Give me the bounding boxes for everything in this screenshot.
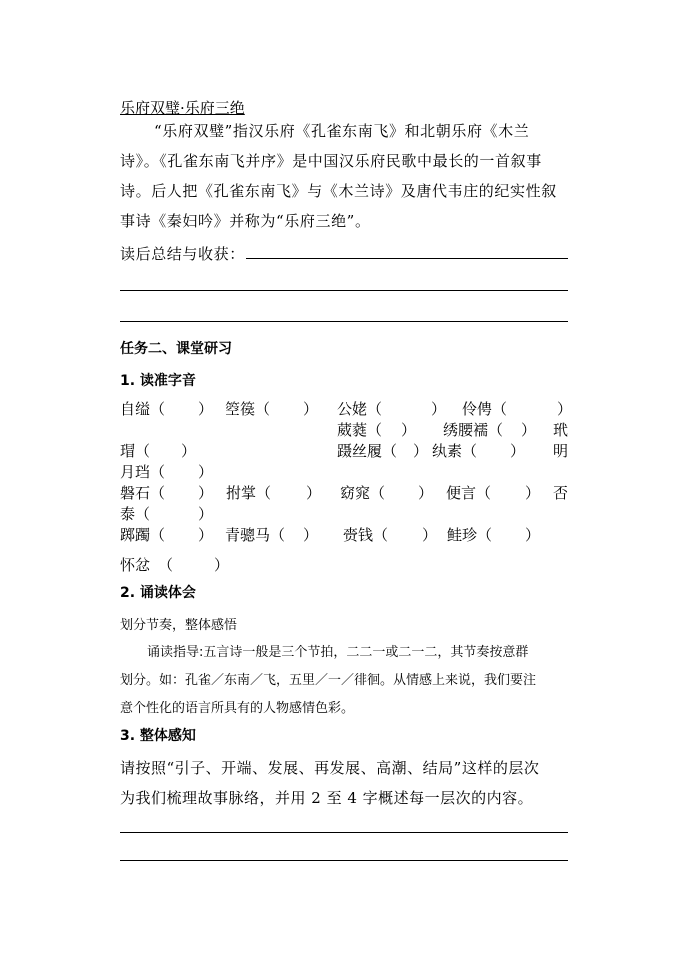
paren-close: ） [198, 526, 214, 544]
sub2-line: 划分节奏，整体感悟 [120, 618, 238, 633]
paren-close: ） [525, 526, 541, 544]
word-label: 自缢（ [120, 400, 166, 418]
task2-heading: 任务二、课堂研习 [120, 341, 232, 357]
summary-label: 读后总结与收获： [120, 245, 245, 263]
paren-close: ） [306, 484, 322, 502]
paren-close: ） [181, 442, 197, 460]
paren-close: ） [431, 400, 447, 418]
paren-close: ） [303, 400, 319, 418]
word-label: 蹑丝履（ [337, 442, 398, 460]
paren-close: ） [413, 442, 429, 460]
paren-close: ） [198, 484, 214, 502]
word-label: 公姥（ [337, 400, 383, 418]
summary-answer-line-3[interactable] [120, 321, 568, 322]
sub3-line-2: 为我们梳理故事脉络，并用 2 至 4 字概述每一层次的内容。 [120, 789, 534, 807]
intro-line-4: 事诗《秦妇吟》并称为“乐府三绝”。 [120, 212, 371, 230]
word-label: 泰（ [120, 505, 151, 523]
word-label: 便言（ [446, 484, 492, 502]
paren-close: ） [510, 442, 526, 460]
paren-open: （ [158, 556, 174, 574]
word-label: 否 [553, 484, 569, 502]
intro-line-1: “乐府双璧”指汉乐府《孔雀东南飞》和北朝乐府《木兰 [154, 122, 530, 140]
guide-line-3: 意个性化的语言所具有的人物感情色彩。 [120, 701, 355, 716]
paren-close: ） [557, 400, 573, 418]
word-label: 磐石（ [120, 484, 166, 502]
word-label: 纨素（ [432, 442, 478, 460]
word-label: 青骢马（ [225, 526, 286, 544]
summary-answer-line-2[interactable] [120, 290, 568, 291]
paren-close: ） [303, 526, 319, 544]
paren-close: ） [198, 463, 214, 481]
intro-line-2: 诗》。《孔雀东南飞并序》是中国汉乐府民歌中最长的一首叙事 [120, 152, 542, 170]
guide-line-1: 诵读指导:五言诗一般是三个节拍，二二一或二一二，其节奏按意群 [147, 645, 529, 660]
sub1-heading: 1. 读准字音 [120, 373, 196, 389]
paren-close: ） [198, 505, 214, 523]
paren-close: ） [401, 421, 417, 439]
word-label: 箜篌（ [225, 400, 271, 418]
section-title: 乐府双璧·乐府三绝 [120, 99, 245, 117]
guide-line-2: 划分。如：孔雀／东南／飞，五里／一／徘徊。从情感上来说，我们要注 [120, 673, 537, 688]
word-label: 绣腰襦（ [443, 421, 504, 439]
paren-close: ） [418, 484, 434, 502]
sub3-heading: 3. 整体感知 [120, 728, 196, 744]
summary-answer-line-1[interactable] [246, 258, 568, 259]
paren-close: ） [422, 526, 438, 544]
word-label: 葳蕤（ [337, 421, 383, 439]
paren-close: ） [521, 421, 537, 439]
intro-line-3: 诗。后人把《孔雀东南飞》与《木兰诗》及唐代韦庄的纪实性叙 [120, 182, 557, 200]
word-label: 鲑珍（ [447, 526, 493, 544]
word-label: 拊掌（ [226, 484, 272, 502]
sub2-heading: 2. 诵读体会 [120, 585, 196, 601]
word-label: 伶俜（ [462, 400, 508, 418]
sub3-line-1: 请按照“引子、开端、发展、再发展、高潮、结局”这样的层次 [120, 759, 540, 777]
word-label: 窈窕（ [340, 484, 386, 502]
word-label: 玳 [553, 421, 569, 439]
paren-close: ） [198, 400, 214, 418]
word-label: 瑁（ [120, 442, 151, 460]
structure-answer-line-1[interactable] [120, 832, 568, 833]
word-label: 怀忿 [120, 556, 151, 574]
paren-close: ） [214, 556, 230, 574]
paren-close: ） [525, 484, 541, 502]
word-label: 赍钱（ [343, 526, 389, 544]
word-label: 月珰（ [120, 463, 166, 481]
word-label: 踯躅（ [120, 526, 166, 544]
word-label: 明 [553, 442, 569, 460]
structure-answer-line-2[interactable] [120, 860, 568, 861]
